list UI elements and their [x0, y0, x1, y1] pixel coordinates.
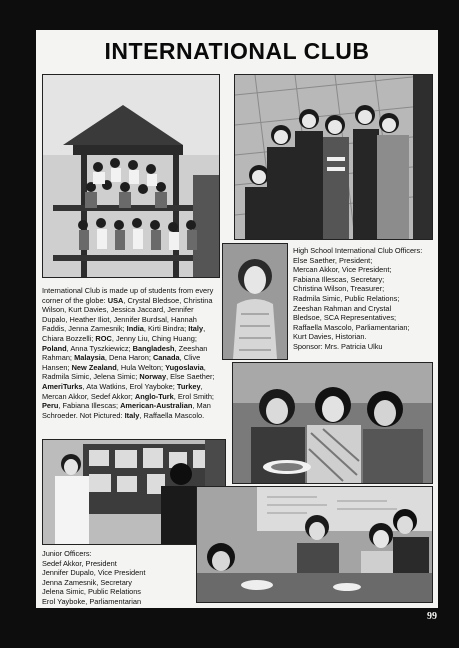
caption-line: Christina Wilson, Treasurer; [293, 284, 385, 294]
country-poland: Poland [42, 343, 67, 353]
caption-line: Bledsoe, SCA Representatives; [293, 313, 397, 323]
country-india: India [126, 324, 144, 334]
names-bangladesh: , Zeeshan Rahman; [42, 343, 208, 363]
names-italy-not-pictured: , Raffaella Mascolo. [139, 410, 205, 420]
caption-line: Zeeshan Rahman and Crystal [293, 303, 392, 313]
junior-officers-photo [196, 486, 433, 603]
students-eating-photo [232, 362, 433, 484]
names-new-zealand: , Hula Welton; [116, 362, 164, 372]
caption-line: Sponsor: Mrs. Patricia Ulku [293, 341, 383, 351]
country-turkey: Turkey [176, 381, 201, 391]
caption-line: Kurt Davies, Historian. [293, 332, 367, 342]
country-canada: Canada [152, 353, 180, 363]
caption-line: Jenna Zamesnik, Secretary [42, 577, 132, 587]
caption-line: Radmila Simic, Public Relations; [293, 293, 400, 303]
names-india: , Kirti Bindra; [143, 324, 187, 334]
members-caption [42, 286, 218, 420]
names-norway: , Else Saether; [166, 372, 215, 382]
caption-line: Jennifer Dupalo, Vice President [42, 568, 146, 578]
group-photo-play-structure [42, 74, 220, 278]
page-number: 99 [427, 611, 437, 622]
names-italy: , Chiara Bozzelli; [42, 324, 206, 343]
country-new-zealand: New Zealand [71, 362, 117, 372]
caption-line: Mercan Akkor, Vice President; [293, 265, 392, 275]
caption-line: Else Saether, President; [293, 255, 373, 265]
country-peru: Peru [42, 401, 59, 411]
country-ameriturks: AmeriTurks [42, 381, 83, 391]
names-canada: , Clive Hansen; [42, 353, 201, 372]
caption-line: Junior Officers: [42, 549, 92, 558]
names-yugoslavia: , Radmila Simic, Jelena Simic; [42, 362, 206, 382]
page-title: INTERNATIONAL CLUB [104, 38, 370, 64]
country-usa: USA [107, 295, 124, 305]
country-anglo-turk: Anglo-Turk [134, 391, 174, 401]
country-italy-not-pictured: Italy [124, 410, 140, 420]
caption-line: Fabiana Illescas, Secretary; [293, 274, 385, 284]
caption-line: Erol Yayboke, Parliamentarian [42, 596, 142, 606]
caption-line: High School International Club Officers: [293, 246, 423, 255]
names-anglo-turk: , Erol Smith; [173, 391, 214, 401]
names-ameriturks: , Ata Watkins, Erol Yayboke; [82, 381, 175, 391]
names-turkey: , Mercan Akkor, Sedef Akkor; [42, 381, 203, 401]
country-malaysia: Malaysia [74, 353, 105, 363]
country-american-australian: American-Australian [120, 401, 193, 411]
caption-line: Jelena Simic, Public Relations [42, 587, 141, 597]
portrait-photo [222, 243, 288, 360]
names-american-australian: , Man Schroeder. Not Pictured: [42, 401, 211, 420]
country-yugoslavia: Yugoslavia [165, 362, 204, 372]
country-bangladesh: Bangladesh [132, 343, 175, 353]
names-poland: , Anna Tyszkiewicz; [66, 343, 131, 353]
names-peru: , Fabiana Illescas; [58, 401, 119, 411]
names-roc: , Jenny Liu, Ching Huang; [111, 333, 197, 343]
names-usa: , Crystal Bledsoe, Christina Wilson, Kurt Davies, Jessica Jaccard, Jennifer Dupalo, Heather Iliot, Jennifer Burdsal, Hannah Faddis, Jenna Zamesnik; [42, 295, 213, 334]
country-italy: Italy [188, 324, 204, 334]
country-norway: Norway [139, 372, 167, 382]
members-intro: International Club is made up of students from every corner of the globe: [42, 286, 214, 305]
country-roc: ROC [95, 333, 112, 343]
names-malaysia: , Dena Haron; [104, 353, 151, 363]
caption-line: Sedef Akkor, President [42, 558, 117, 568]
hs-officers-caption [293, 246, 435, 352]
caption-line: Raffaella Mascolo, Parliamentarian; [293, 322, 410, 332]
junior-officers-caption [42, 549, 192, 607]
hs-officers-photo [234, 74, 433, 240]
yearbook-page [36, 30, 438, 608]
